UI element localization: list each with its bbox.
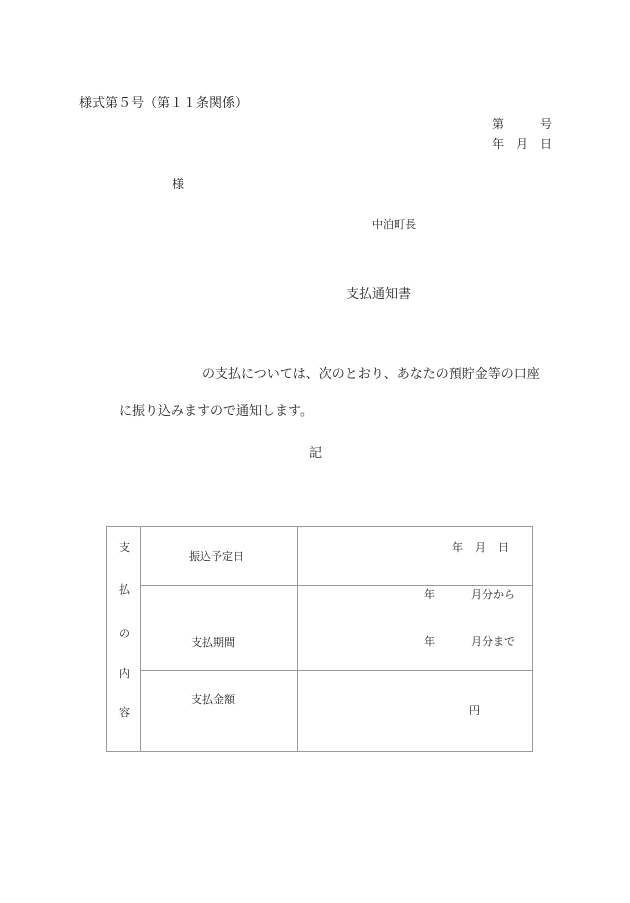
transfer-date-value-cell <box>298 527 533 586</box>
amount-label: 支払金額 <box>191 693 235 706</box>
period-from-year: 年 <box>424 588 435 601</box>
transfer-date-day: 日 <box>498 541 509 554</box>
header-month: 月 <box>516 137 529 151</box>
addressee-sama: 様 <box>172 177 185 191</box>
period-from-month: 月分から <box>471 588 515 601</box>
document-title: 支払通知書 <box>346 287 412 302</box>
ref-go: 号 <box>540 117 553 131</box>
side-char: 払 <box>119 583 130 596</box>
side-char: 内 <box>119 667 130 680</box>
period-to-year: 年 <box>424 635 435 648</box>
amount-label-cell <box>141 671 298 752</box>
header-year: 年 <box>492 137 505 151</box>
form-number: 様式第５号（第１１条関係） <box>79 96 249 111</box>
transfer-date-label: 振込予定日 <box>189 550 244 563</box>
ref-dai: 第 <box>492 117 505 131</box>
side-label-cell <box>107 527 141 752</box>
side-char: の <box>119 627 130 640</box>
amount-unit: 円 <box>469 704 480 717</box>
header-day: 日 <box>540 137 553 151</box>
period-value-cell <box>298 586 533 671</box>
body-line-1: の支払については、次のとおり、あなたの預貯金等の口座 <box>202 367 540 382</box>
transfer-date-month: 月 <box>475 541 486 554</box>
ki-label: 記 <box>309 446 323 461</box>
period-label: 支払期間 <box>191 636 235 649</box>
period-label-cell <box>141 586 298 671</box>
side-char: 容 <box>119 706 130 719</box>
transfer-date-label-cell <box>141 527 298 586</box>
transfer-date-year: 年 <box>452 541 463 554</box>
period-to-month: 月分まで <box>471 635 515 648</box>
side-char: 支 <box>119 541 130 554</box>
payment-details-table <box>106 526 533 752</box>
amount-value-cell <box>298 671 533 752</box>
body-line-2: に振り込みますので通知します。 <box>119 404 313 419</box>
issuer: 中泊町長 <box>372 218 416 231</box>
